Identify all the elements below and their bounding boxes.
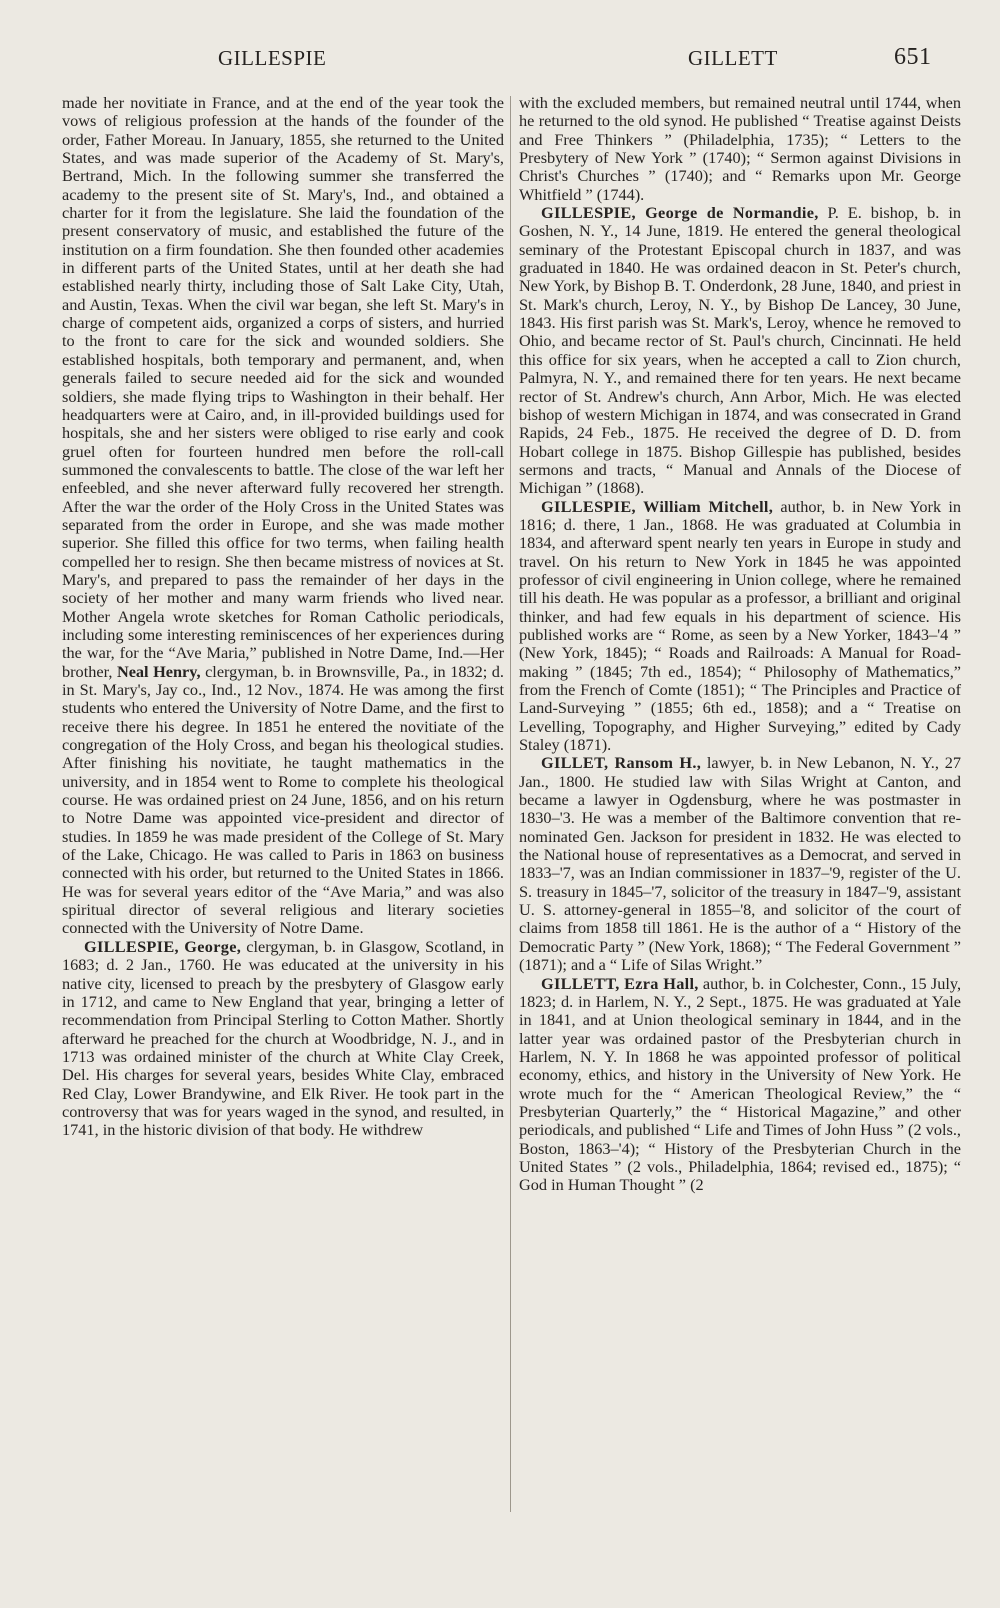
entry-continuation (62, 94, 504, 938)
left-column (62, 94, 504, 1140)
entry-continuation: with the excluded members, but remained neutral until 1744, when he returned to the old synod. He published “ Treatise against Deists and Free Thinkers ” (Philadelphia, 1735); “ Letters to the Presbytery of New York ” (1740); “ Sermon against Divisions in Christ's Churches ” (1740); and “ Remarks upon Mr. George Whitfield ” (1744). (519, 93, 961, 204)
headword: GILLESPIE, George, (84, 936, 242, 956)
entry-text: lawyer, b. in New Lebanon, N. Y., 27 Jan., 1800. He studied law with Silas Wright at Canton, and became a lawyer in Ogdensburg, where he was postmaster in 1830–'3. He was a member of the Baltimore convention that re-nominated Gen. Jackson for president in 1832. He was elected to the National house of representatives as a Democrat, and served in 1833–'7, was an Indian commissioner in 1837–'9, register of the U. S. treasury in 1845–'7, solicitor of the treasury in 1847–'9, assistant U. S. attorney-general in 1855–'8, and solicitor of the court of claims from 1858 till 1861. He is the author of a “ History of the Democratic Party ” (New York, 1868); “ The Federal Government ” (1871); and a “ Life of Silas Wright.” (519, 753, 961, 975)
entry-gillet-ransom (519, 754, 961, 974)
entry-text: clergyman, b. in Brownsville, Pa., in 1832; d. in St. Mary's, Jay co., Ind., 12 Nov., 1874. He was among the first students who entered the University of Notre Dame, and the first to receive there his degree. In 1851 he entered the novitiate of the congregation of the Holy Cross, and began his theological studies. After finishing his novitiate, he taught mathematics in the university, and in 1854 went to Rome to complete his theological course. He was ordained priest on 24 June, 1856, and on his return to Notre Dame was appointed vice-president and director of studies. In 1859 he was made president of the College of St. Mary of the Lake, Chicago. He was called to Paris in 1863 on business connected with his order, but returned to the United States in 1866. He was for several years editor of the “Ave Maria,” and was also spiritual director of several religious and literary societies connected with the University of Notre Dame. (62, 661, 504, 938)
headword: GILLET, Ransom H., (541, 753, 702, 773)
entry-gillett-ezra-hall (519, 975, 961, 1195)
entry-text: clergyman, b. in Glasgow, Scotland, in 1683; d. 2 Jan., 1760. He was educated at the university in his native city, licensed to preach by the presbytery of Glasgow early in 1712, and came to New England that year, bringing a letter of recommendation from Principal Sterling to Cotton Mather. Shortly afterward he preached for the church at Woodbridge, N. J., and in 1713 was ordained minister of the church at White Clay Creek, Del. His charges for several years, besides White Clay, embraced Red Clay, Lower Brandywine, and Elk River. He took part in the controversy that was for years waged in the synod, and resulted, in 1741, in the historic division of that body. He withdrew (62, 936, 505, 1140)
entry-gillespie-william-mitchell (519, 498, 961, 755)
column-divider (510, 96, 511, 1512)
page-number: 651 (894, 44, 932, 70)
sub-headword: Neal Henry, (116, 661, 201, 681)
entry-gillespie-george (62, 938, 504, 1140)
running-head-right: GILLETT (688, 46, 778, 70)
running-head-left: GILLESPIE (218, 46, 327, 70)
entry-text: author, b. in Colchester, Conn., 15 July, 1823; d. in Harlem, N. Y., 2 Sept., 1875. He was graduated at Yale in 1841, and at Union theological seminary in 1844, and in the latter year was ordained pastor of the Presbyterian church in Harlem, N. Y. In 1868 he was appointed professor of political economy, ethics, and history in the University of New York. He wrote much for the “ American Theological Review,” the “ Presbyterian Quarterly,” the “ Historical Magazine,” and other periodicals, and published “ Life and Times of John Huss ” (2 vols., Boston, 1863–'4); “ History of the Presbyterian Church in the United States ” (2 vols., Philadelphia, 1864; revised ed., 1875); “ God in Human Thought ” (2 (519, 973, 962, 1195)
entry-text: P. E. bishop, b. in Goshen, N. Y., 14 June, 1819. He entered the general theological seminary of the Protestant Episcopal church in 1837, and was graduated in 1840. He was ordained deacon in St. Peter's church, New York, by Bishop B. T. Onderdonk, 28 June, 1840, and priest in St. Mark's church, Leroy, N. Y., by Bishop De Lancey, 30 June, 1843. His first parish was St. Mark's, Leroy, whence he removed to Ohio, and became rector of St. Paul's church, Cincinnati. He held this office for six years, when he accepted a call to Zion church, Palmyra, N. Y., and remained there for ten years. He next became rector of St. Andrew's church, Ann Arbor, Mich. He was elected bishop of western Michigan in 1874, and was consecrated in Grand Rapids, 24 Feb., 1875. He received the degree of D. D. from Hobart college in 1875. Bishop Gillespie has published, besides sermons and tracts, “ Manual and Annals of the Diocese of Michigan ” (1868). (519, 203, 961, 498)
headword: GILLESPIE, George de Normandie, (541, 203, 819, 223)
right-column (519, 94, 961, 1195)
entry-text: made her novitiate in France, and at the end of the year took the vows of religious profession at the hands of the founder of the order, Father Moreau. In January, 1855, she returned to the United States, and was made superior of the Academy of St. Mary's, Bertrand, Mich. In the following summer she transferred the academy to the present site of St. Mary's, Ind., and obtained a charter for it from the legislature. She laid the foundation of the present conservatory of music, and established the future of the institution on a firm foundation. She then founded other academies in different parts of the United States, until at her death she had established nearly thirty, including those of Salt Lake City, Utah, and Austin, Texas. When the civil war began, she left St. Mary's in charge of competent aids, organized a corps of sisters, and hurried to the front to care for the sick and wounded soldiers. She established hospitals, both temporary and permanent, and, when generals failed to secure needed aid for the sick and wounded soldiers, she made flying trips to Washington in their behalf. Her headquarters were at Cairo, and, in ill-provided buildings used for hospitals, she and her sisters were obliged to rise early and cook gruel often for fourteen hundred men before the roll-call summoned the convalescents to battle. The close of the war left her enfeebled, and she never afterward fully recovered her strength. After the war the order of the Holy Cross in the United States was separated from the order in Europe, and she was made mother superior. She filled this office for two terms, when failing health compelled her to resign. She then became mistress of novices at St. Mary's, and prepared to pass the remainder of her days in the society of her mother and many warm friends who lived near. Mother Angela wrote sketches for Roman Catholic periodicals, including some interesting reminiscences of her experiences during the war, for the “Ave Maria,” published in Notre Dame, Ind.—Her brother, (62, 93, 504, 681)
running-header (0, 46, 1000, 76)
headword: GILLETT, Ezra Hall, (541, 973, 699, 993)
entry-text: author, b. in New York in 1816; d. there, 1 Jan., 1868. He was graduated at Columbia in 1834, and afterward spent nearly ten years in Europe in study and travel. On his return to New York in 1845 he was appointed professor of civil engineering in Union college, where he remained till his death. He was popular as a professor, a brilliant and original thinker, and had few equals in his department of science. His published works are “ Rome, as seen by a New Yorker, 1843–'4 ” (New York, 1845); “ Roads and Railroads: A Manual for Road-making ” (1845; 7th ed., 1854); “ Philosophy of Mathematics,” from the French of Comte (1851); “ The Principles and Practice of Land-Surveying ” (1855; 6th ed., 1858); and a “ Treatise on Levelling, Topography, and Higher Surveying,” edited by Cady Staley (1871). (519, 496, 961, 755)
headword: GILLESPIE, William Mitchell, (541, 496, 774, 516)
entry-gillespie-george-de-normandie (519, 204, 961, 498)
